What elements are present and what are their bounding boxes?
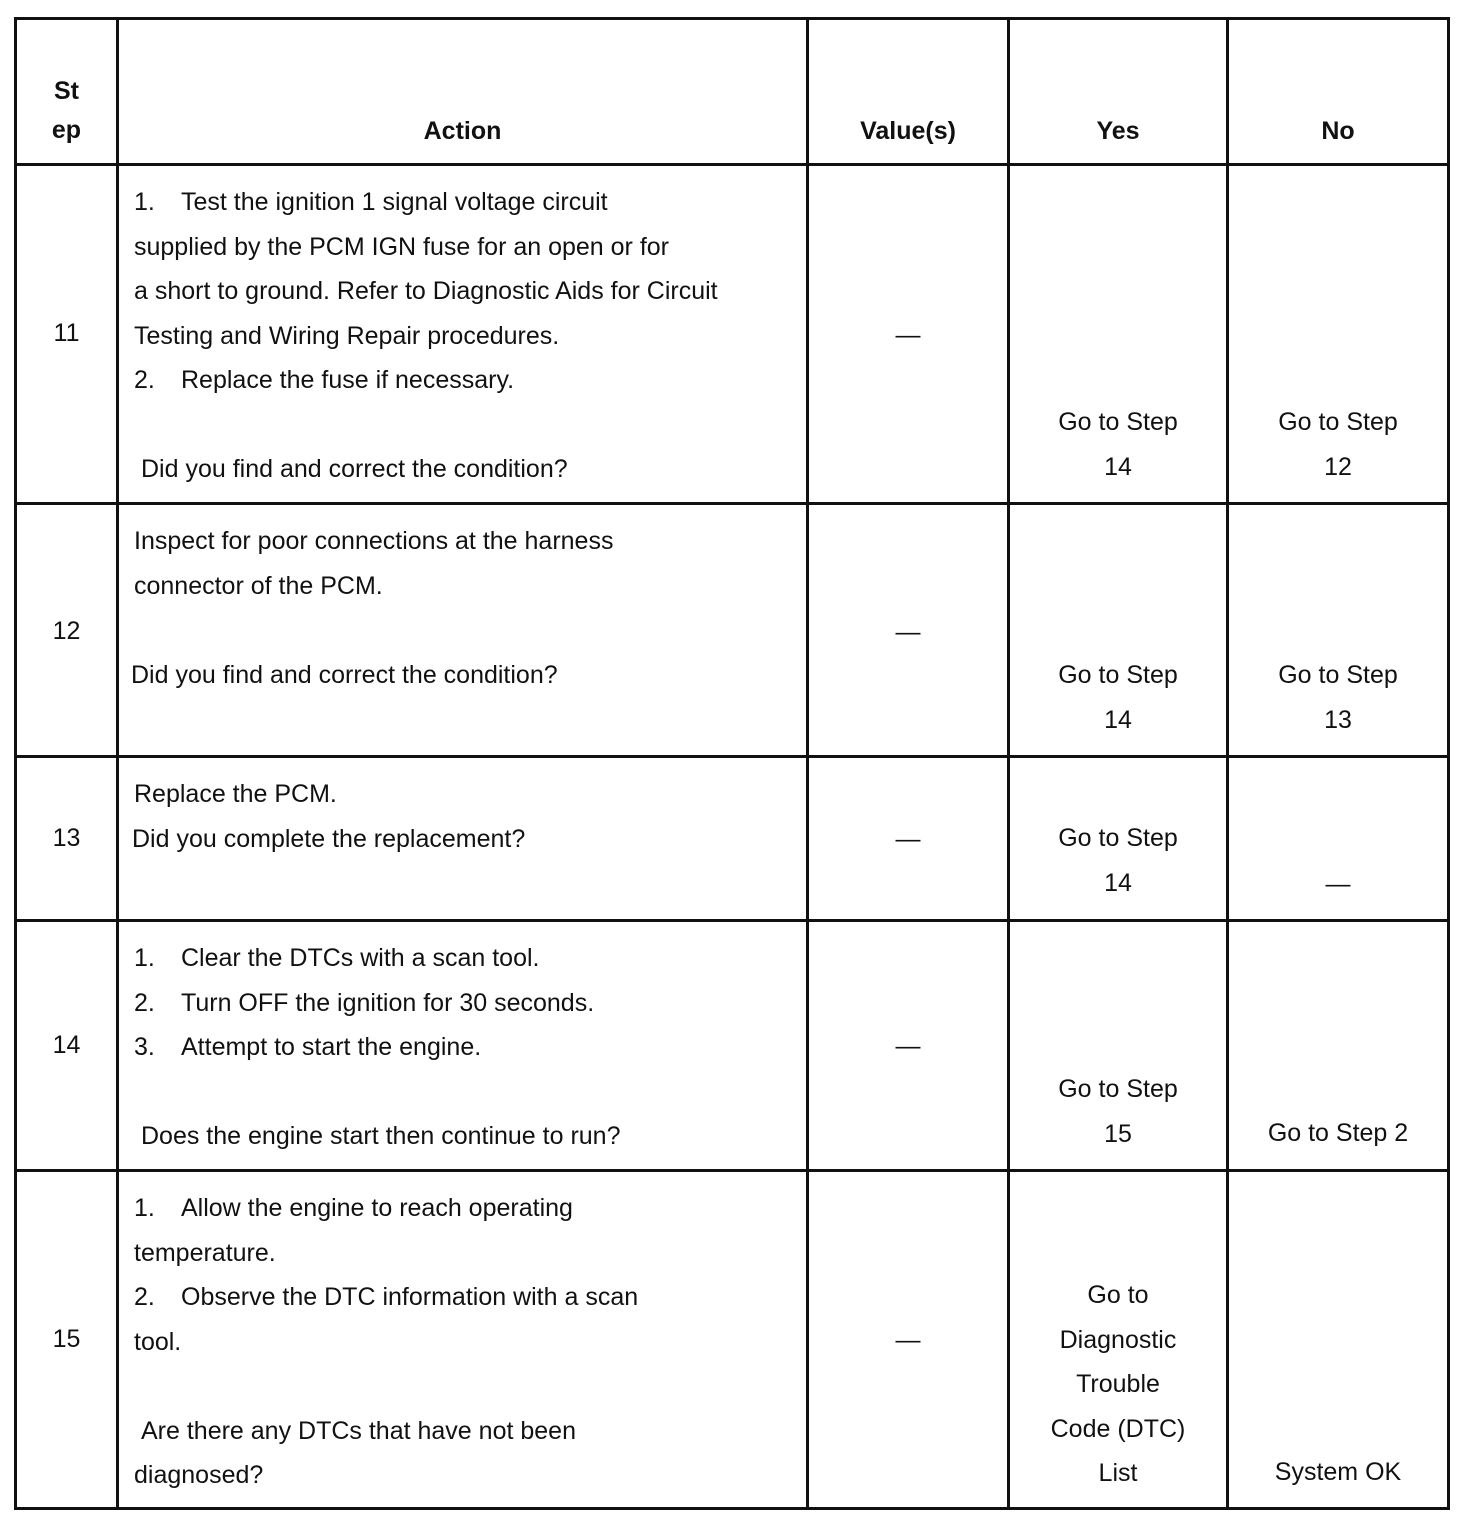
- action-text: 1. Allow the engine to reach operating temperature. 2. Observe the DTC information with a scan tool. Are there any DTCs that have not been diagnosed?: [134, 1194, 639, 1489]
- row-divider: [14, 919, 1450, 922]
- action-text: 1. Test the ignition 1 signal voltage circuit supplied by the PCM IGN fuse for an open or for a short to ground. Refer to Diagnostic Aids for Circuit Testing and Wiring Repair procedures. 2. Replace the fuse if necessary. Did you find and correct the condition?: [134, 188, 718, 483]
- yes-target: Go to Step 14: [1058, 661, 1178, 734]
- value-text: —: [895, 1032, 921, 1060]
- header-yes: Yes: [1096, 117, 1140, 145]
- yes-target: Go to Diagnostic Trouble Code (DTC) List: [1050, 1281, 1186, 1487]
- no-target: —: [1325, 870, 1351, 898]
- header-action: Action: [423, 117, 502, 145]
- row-divider: [14, 163, 1450, 166]
- no-target: System OK: [1274, 1458, 1402, 1486]
- value-text: —: [895, 1326, 921, 1354]
- action-text: Replace the PCM. Did you complete the replacement?: [132, 780, 526, 853]
- step-number: 14: [52, 1031, 81, 1059]
- yes-target: Go to Step 15: [1058, 1075, 1178, 1148]
- table-border-left: [14, 17, 17, 1510]
- no-target: Go to Step 2: [1267, 1119, 1409, 1147]
- table-border-right: [1447, 17, 1450, 1510]
- value-text: —: [895, 618, 921, 646]
- header-values: Value(s): [860, 117, 956, 145]
- column-divider: [116, 17, 119, 1510]
- step-number: 15: [52, 1325, 81, 1353]
- yes-target: Go to Step 14: [1058, 824, 1178, 897]
- value-text: —: [895, 321, 921, 349]
- column-divider: [1226, 17, 1229, 1510]
- no-target: Go to Step 13: [1278, 661, 1398, 734]
- column-divider: [806, 17, 809, 1510]
- step-number: 13: [52, 824, 81, 852]
- header-step: St ep: [51, 77, 82, 144]
- row-divider: [14, 502, 1450, 505]
- row-divider: [14, 1169, 1450, 1172]
- diagnostic-table: [14, 17, 1450, 1510]
- step-number: 11: [53, 319, 80, 347]
- table-border-bottom: [14, 1507, 1450, 1510]
- yes-target: Go to Step 14: [1058, 408, 1178, 481]
- no-target: Go to Step 12: [1278, 408, 1398, 481]
- header-no: No: [1321, 117, 1355, 145]
- action-text: Inspect for poor connections at the harness connector of the PCM. Did you find and correct the condition?: [131, 527, 614, 689]
- action-text: 1. Clear the DTCs with a scan tool. 2. Turn OFF the ignition for 30 seconds. 3. Attempt to start the engine. Does the engine start then continue to run?: [134, 944, 621, 1150]
- table-border-top: [14, 17, 1450, 20]
- value-text: —: [895, 825, 921, 853]
- step-number: 12: [52, 617, 81, 645]
- row-divider: [14, 755, 1450, 758]
